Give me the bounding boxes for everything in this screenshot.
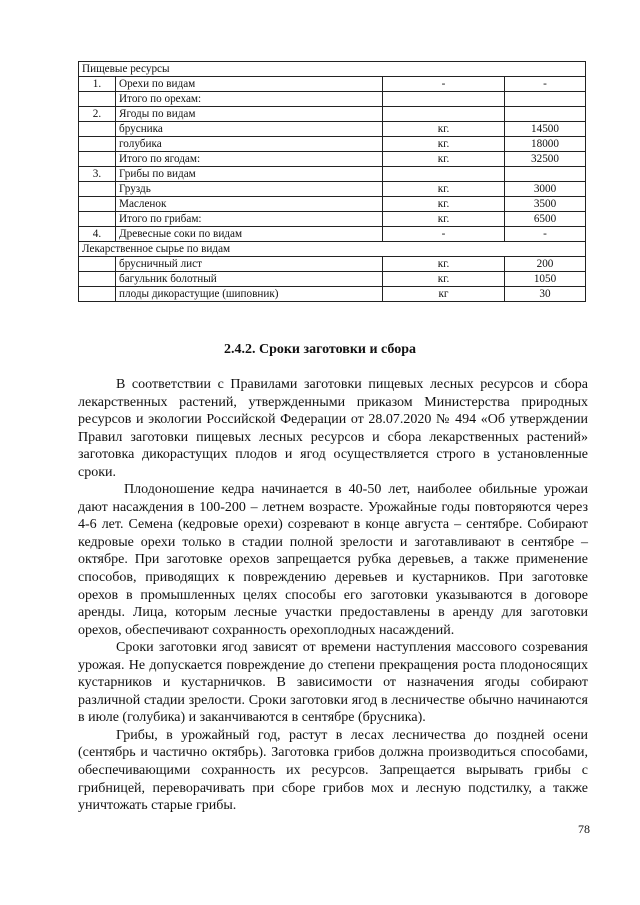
quantity-cell <box>505 107 586 122</box>
quantity-cell: 14500 <box>505 122 586 137</box>
quantity-cell: 3000 <box>505 182 586 197</box>
row-number: 1. <box>79 77 116 92</box>
unit-cell: кг <box>383 287 505 302</box>
row-number <box>79 152 116 167</box>
resource-name: Итого по грибам: <box>116 212 383 227</box>
paragraph: В соответствии с Правилами заготовки пищевых лесных ресурсов и сбора лекарственных растений, утвержденными приказом Министерства природных ресурсов и экологии Российской Федерации от 28.07.2020 № 494 «Об утверждении Правил заготовки пищевых лесных ресурсов и сбора лекарственных растений» заготовка дикорастущих плодов и ягод осуществляется строго в установленные сроки. <box>78 377 588 480</box>
table-row <box>79 287 586 302</box>
unit-cell <box>383 167 505 182</box>
table-row <box>79 122 586 137</box>
resource-name: Орехи по видам <box>116 77 383 92</box>
quantity-cell: 6500 <box>505 212 586 227</box>
row-number <box>79 272 116 287</box>
quantity-cell: 18000 <box>505 137 586 152</box>
row-number: 4. <box>79 227 116 242</box>
table-row <box>79 137 586 152</box>
row-number <box>79 287 116 302</box>
section-label: Лекарственное сырье по видам <box>79 242 586 257</box>
unit-cell: кг. <box>383 257 505 272</box>
table-row <box>79 197 586 212</box>
row-number <box>79 182 116 197</box>
table-row <box>79 227 586 242</box>
resource-name: Итого по орехам: <box>116 92 383 107</box>
row-number <box>79 197 116 212</box>
table-row <box>79 152 586 167</box>
resource-name: багульник болотный <box>116 272 383 287</box>
row-number: 2. <box>79 107 116 122</box>
section-label: Пищевые ресурсы <box>79 62 586 77</box>
page-number: 78 <box>578 822 590 836</box>
row-number <box>79 92 116 107</box>
unit-cell <box>383 92 505 107</box>
row-number <box>79 212 116 227</box>
quantity-cell: - <box>505 77 586 92</box>
resource-name: Груздь <box>116 182 383 197</box>
resource-name: Масленок <box>116 197 383 212</box>
table-row <box>79 107 586 122</box>
unit-cell: кг. <box>383 272 505 287</box>
unit-cell: - <box>383 77 505 92</box>
unit-cell: - <box>383 227 505 242</box>
table-row <box>79 167 586 182</box>
resource-name: Грибы по видам <box>116 167 383 182</box>
table-row <box>79 212 586 227</box>
row-number: 3. <box>79 167 116 182</box>
resource-name: голубика <box>116 137 383 152</box>
quantity-cell: 1050 <box>505 272 586 287</box>
paragraph: Плодоношение кедра начинается в 40-50 лет, наиболее обильные урожаи дают насаждения в 100-200 – летнем возрасте. Урожайные годы повторяются через 4-6 лет. Семена (кедровые орехи) созревают в конце августа – сентябре. Собирают кедровые орехи только в стадии полной зрелости и заготавливают в сентябре – октябре. При заготовке орехов запрещается рубка деревьев, а также применение способов, приводящих к повреждению деревьев и кустарников. При заготовке орехов в промышленных целях способы его заготовки указываются в договоре аренды. Лица, которым лесные участки предоставлены в аренду для заготовки орехов, обеспечивают сохранность орехоплодных насаждений. <box>78 482 588 638</box>
paragraph: Сроки заготовки ягод зависят от времени наступления массового созревания урожая. Не допускается повреждение до степени прекращения роста плодоносящих кустарников и кустарничков. В зависимости от назначения ягоды собирают различной стадии зрелости. Сроки заготовки ягод в лесничестве обычно начинаются в июле (голубика) и заканчиваются в сентябре (брусника). <box>78 640 588 726</box>
section-title: 2.4.2. Сроки заготовки и сбора <box>223 342 417 357</box>
resource-name: плоды дикорастущие (шиповник) <box>116 287 383 302</box>
quantity-cell: 200 <box>505 257 586 272</box>
row-number <box>79 122 116 137</box>
unit-cell: кг. <box>383 122 505 137</box>
resource-name: Итого по ягодам: <box>116 152 383 167</box>
quantity-cell: 30 <box>505 287 586 302</box>
resource-name: брусничный лист <box>116 257 383 272</box>
unit-cell: кг. <box>383 137 505 152</box>
table-row <box>79 257 586 272</box>
row-number <box>79 137 116 152</box>
resource-name: Ягоды по видам <box>116 107 383 122</box>
body-text <box>78 376 588 815</box>
resource-name: Древесные соки по видам <box>116 227 383 242</box>
quantity-cell: 32500 <box>505 152 586 167</box>
unit-cell: кг. <box>383 152 505 167</box>
unit-cell: кг. <box>383 197 505 212</box>
row-number <box>79 257 116 272</box>
quantity-cell: 3500 <box>505 197 586 212</box>
table-row <box>79 182 586 197</box>
quantity-cell <box>505 167 586 182</box>
unit-cell <box>383 107 505 122</box>
table-row <box>79 92 586 107</box>
paragraph: Грибы, в урожайный год, растут в лесах лесничества до поздней осени (сентябрь и частично октябрь). Заготовка грибов должна производиться способами, обеспечивающими сохранность их ресурсов. Запрещается вырывать грибы с грибницей, переворачивать при сборе грибов мох и лесную подстилку, а также уничтожать старые грибы. <box>78 727 588 814</box>
unit-cell: кг. <box>383 182 505 197</box>
quantity-cell: - <box>505 227 586 242</box>
resources-table <box>78 61 586 302</box>
table-section-row <box>79 242 586 257</box>
unit-cell: кг. <box>383 212 505 227</box>
resource-name: брусника <box>116 122 383 137</box>
table-section-row <box>79 62 586 77</box>
quantity-cell <box>505 92 586 107</box>
table-row <box>79 272 586 287</box>
table-row <box>79 77 586 92</box>
resources-table-body <box>79 62 586 302</box>
